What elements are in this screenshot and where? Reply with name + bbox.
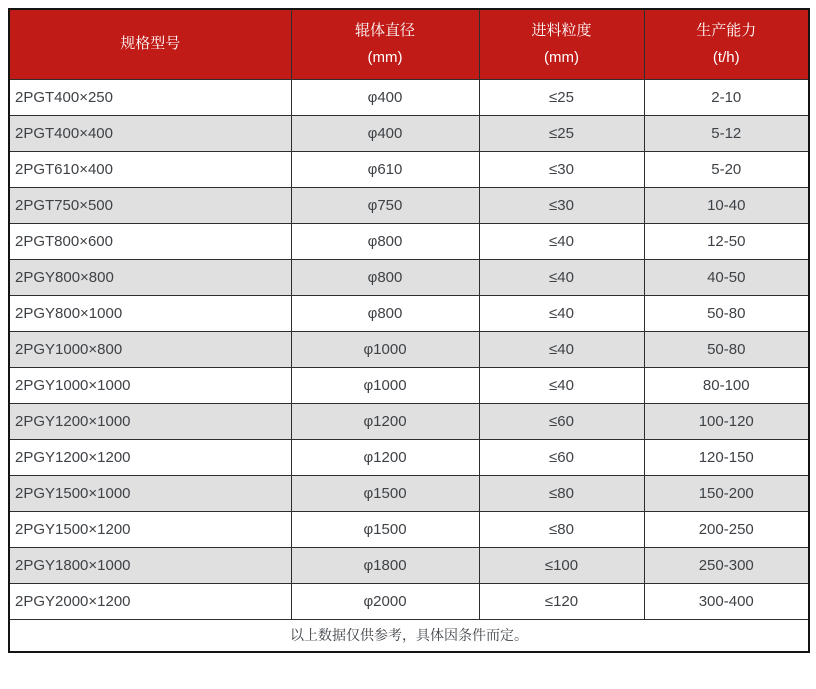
spec-cell-capacity: 40-50 [644,259,809,295]
spec-cell-model: 2PGY1800×1000 [9,547,291,583]
spec-table [8,8,810,653]
spec-cell-feed-size: ≤30 [479,151,644,187]
table-row [9,187,809,223]
spec-cell-model: 2PGT610×400 [9,151,291,187]
spec-cell-diameter: φ1200 [291,439,479,475]
table-row [9,151,809,187]
spec-cell-diameter: φ1000 [291,367,479,403]
spec-cell-feed-size: ≤40 [479,331,644,367]
spec-cell-feed-size: ≤25 [479,79,644,115]
spec-cell-model: 2PGY1200×1000 [9,403,291,439]
spec-cell-model: 2PGY2000×1200 [9,583,291,619]
spec-cell-diameter: φ1500 [291,511,479,547]
spec-cell-feed-size: ≤40 [479,223,644,259]
spec-cell-feed-size: ≤40 [479,367,644,403]
spec-cell-model: 2PGY1500×1000 [9,475,291,511]
table-row [9,331,809,367]
header-row [9,9,809,79]
spec-cell-diameter: φ800 [291,223,479,259]
table-row [9,511,809,547]
header-stack [480,10,644,79]
spec-cell-model: 2PGY1000×1000 [9,367,291,403]
spec-cell-capacity: 100-120 [644,403,809,439]
spec-cell-model: 2PGT800×600 [9,223,291,259]
table-row [9,475,809,511]
spec-cell-diameter: φ1500 [291,475,479,511]
spec-cell-feed-size: ≤80 [479,475,644,511]
spec-cell-capacity: 200-250 [644,511,809,547]
spec-cell-diameter: φ610 [291,151,479,187]
table-row [9,79,809,115]
footer-row [9,619,809,652]
spec-cell-capacity: 5-20 [644,151,809,187]
spec-cell-model: 2PGT400×250 [9,79,291,115]
spec-cell-feed-size: ≤30 [479,187,644,223]
header-cell-capacity [644,9,809,79]
header-stack [292,10,479,79]
footer-note: 以上数据仅供参考，具体因条件而定。 [9,619,809,652]
spec-cell-diameter: φ2000 [291,583,479,619]
spec-cell-feed-size: ≤120 [479,583,644,619]
table-row [9,403,809,439]
spec-cell-capacity: 300-400 [644,583,809,619]
header-unit-feed-size: (mm) [544,48,579,66]
spec-cell-capacity: 2-10 [644,79,809,115]
spec-cell-model: 2PGY800×1000 [9,295,291,331]
spec-cell-feed-size: ≤40 [479,295,644,331]
spec-cell-capacity: 12-50 [644,223,809,259]
table-row [9,439,809,475]
spec-cell-diameter: φ800 [291,259,479,295]
table-row [9,259,809,295]
header-cell-model [9,9,291,79]
table-row [9,583,809,619]
spec-cell-feed-size: ≤80 [479,511,644,547]
spec-cell-model: 2PGY800×800 [9,259,291,295]
spec-cell-model: 2PGT400×400 [9,115,291,151]
spec-cell-diameter: φ1200 [291,403,479,439]
spec-cell-model: 2PGY1200×1200 [9,439,291,475]
header-unit-capacity: (t/h) [712,48,740,66]
spec-cell-diameter: φ800 [291,295,479,331]
spec-cell-capacity: 150-200 [644,475,809,511]
table-row [9,115,809,151]
spec-cell-model: 2PGY1500×1200 [9,511,291,547]
header-label-diameter: 辊体直径 [354,21,415,39]
table-row [9,547,809,583]
spec-table-footer [9,619,809,652]
spec-cell-capacity: 250-300 [644,547,809,583]
spec-cell-diameter: φ1800 [291,547,479,583]
spec-cell-feed-size: ≤60 [479,439,644,475]
spec-cell-model: 2PGT750×500 [9,187,291,223]
spec-cell-capacity: 50-80 [644,295,809,331]
spec-cell-feed-size: ≤100 [479,547,644,583]
spec-cell-feed-size: ≤25 [479,115,644,151]
spec-table-body [9,79,809,619]
table-row [9,223,809,259]
spec-cell-diameter: φ1000 [291,331,479,367]
header-cell-feed-size [479,9,644,79]
header-stack [645,10,809,79]
table-row [9,367,809,403]
header-cell-diameter [291,9,479,79]
spec-cell-feed-size: ≤40 [479,259,644,295]
spec-cell-diameter: φ400 [291,115,479,151]
spec-cell-feed-size: ≤60 [479,403,644,439]
spec-cell-capacity: 5-12 [644,115,809,151]
spec-cell-capacity: 50-80 [644,331,809,367]
header-stack [10,10,291,79]
spec-cell-diameter: φ400 [291,79,479,115]
spec-cell-capacity: 80-100 [644,367,809,403]
header-label-model: 规格型号 [120,35,181,53]
spec-table-header [9,9,809,79]
spec-cell-diameter: φ750 [291,187,479,223]
header-label-capacity: 生产能力 [696,21,757,39]
spec-cell-model: 2PGY1000×800 [9,331,291,367]
spec-cell-capacity: 10-40 [644,187,809,223]
table-row [9,295,809,331]
spec-cell-capacity: 120-150 [644,439,809,475]
header-unit-diameter: (mm) [367,48,403,66]
header-label-feed-size: 进料粒度 [531,21,592,39]
